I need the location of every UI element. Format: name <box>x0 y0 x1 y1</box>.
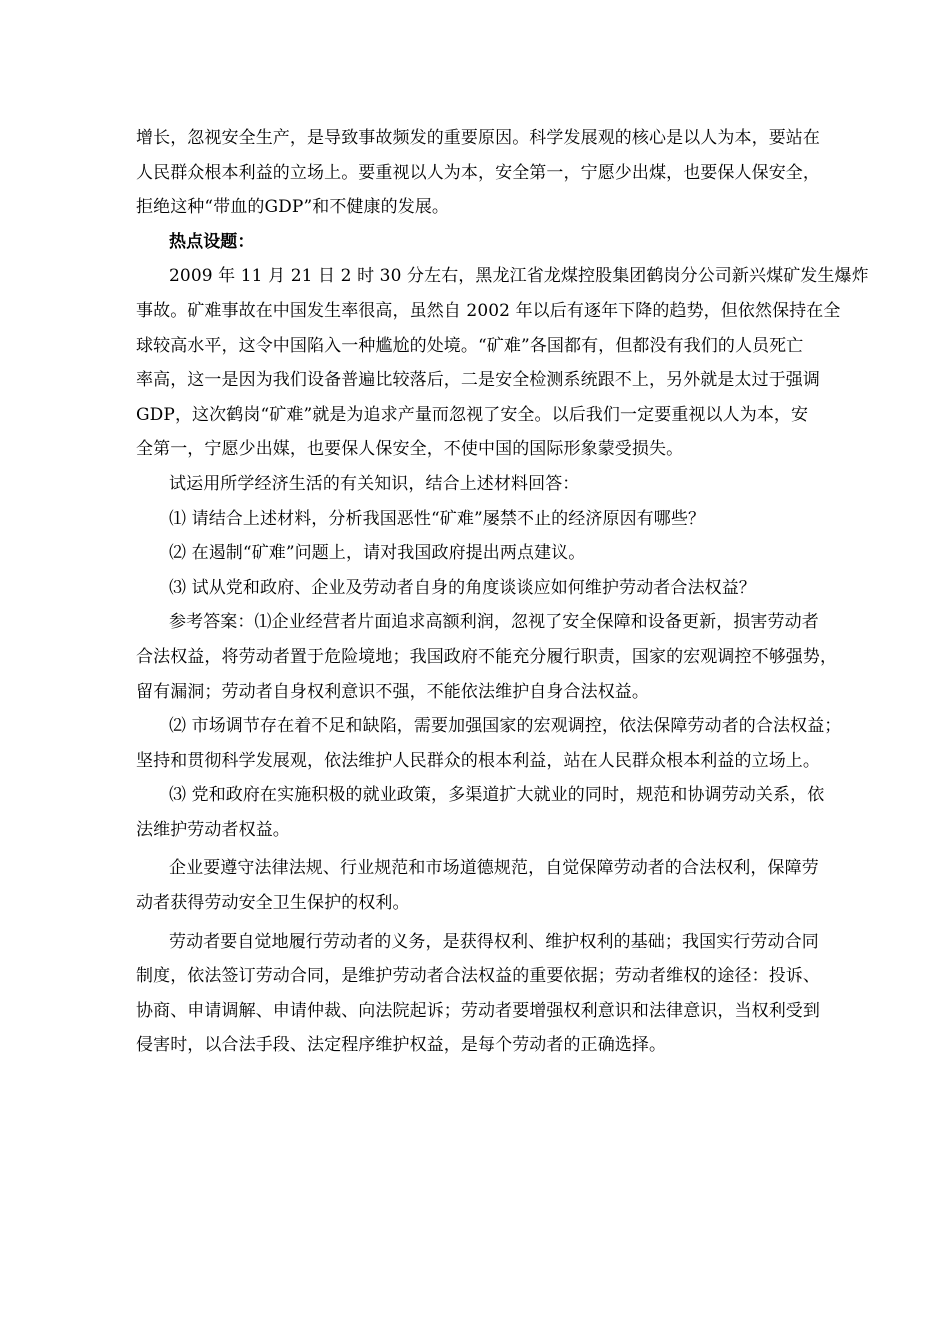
paragraph-line: GDP，这次鹤岗“矿难”就是为追求产量而忽视了安全。以后我们一定要重视以人为本，安 <box>136 404 809 425</box>
answer-line: 法维护劳动者权益。 <box>136 819 290 840</box>
question-prompt: 试运用所学经济生活的有关知识，结合上述材料回答： <box>169 473 580 494</box>
section-heading: 热点设题： <box>169 231 255 252</box>
answer-line: 参考答案：⑴企业经营者片面追求高额利润，忽视了安全保障和设备更新，损害劳动者 <box>169 612 819 633</box>
answer-line: 制度，依法签订劳动合同，是维护劳动者合法权益的重要依据；劳动者维权的途径：投诉、 <box>136 966 820 987</box>
paragraph-line: 球较高水平，这令中国陷入一种尴尬的处境。“矿难”各国都有，但都没有我们的人员死亡 <box>136 335 804 356</box>
answer-line: 侵害时，以合法手段、法定程序维护权益，是每个劳动者的正确选择。 <box>136 1035 667 1056</box>
answer-line: 企业要遵守法律法规、行业规范和市场道德规范，自觉保障劳动者的合法权利，保障劳 <box>169 858 819 879</box>
answer-line: ⑵ 市场调节存在着不足和缺陷，需要加强国家的宏观调控，依法保障劳动者的合法权益； <box>169 716 842 737</box>
answer-line: 劳动者要自觉地履行劳动者的义务，是获得权利、维护权利的基础；我国实行劳动合同 <box>169 931 819 952</box>
answer-line: ⑶ 党和政府在实施积极的就业政策，多渠道扩大就业的同时，规范和协调劳动关系，依 <box>169 785 825 806</box>
answer-line: 合法权益，将劳动者置于危险境地；我国政府不能充分履行职责，国家的宏观调控不够强势， <box>136 646 838 667</box>
paragraph-line: 增长，忽视安全生产，是导致事故频发的重要原因。科学发展观的核心是以人为本，要站在 <box>136 128 820 148</box>
question-item: ⑴ 请结合上述材料，分析我国恶性“矿难”屡禁不止的经济原因有哪些？ <box>169 508 706 529</box>
answer-line: 留有漏洞；劳动者自身权利意识不强，不能依法维护自身合法权益。 <box>136 681 649 702</box>
paragraph-line: 事故。矿难事故在中国发生率很高，虽然自 2002 年以后有逐年下降的趋势，但依然保持在全 <box>136 300 841 321</box>
paragraph-line: 2009 年 11 月 21 日 2 时 30 分左右，黑龙江省龙煤控股集团鹤岗分公司新兴煤矿发生爆炸 <box>169 266 869 287</box>
question-item: ⑶ 试从党和政府、企业及劳动者自身的角度谈谈应如何维护劳动者合法权益？ <box>169 577 756 598</box>
paragraph-line: 拒绝这种“带血的GDP”和不健康的发展。 <box>136 197 450 218</box>
paragraph-line: 率高，这一是因为我们设备普遍比较落后，二是安全检测系统跟不上，另外就是太过于强调 <box>136 370 820 391</box>
answer-line: 协商、申请调解、申请仲裁、向法院起诉；劳动者要增强权利意识和法律意识，当权利受到 <box>136 1000 820 1021</box>
answer-line: 动者获得劳动安全卫生保护的权利。 <box>136 893 410 914</box>
paragraph-line: 人民群众根本利益的立场上。要重视以人为本，安全第一，宁愿少出煤，也要保人保安全， <box>136 162 820 183</box>
document-body <box>136 121 869 1063</box>
paragraph-line: 全第一，宁愿少出媒，也要保人保安全，不使中国的国际形象蒙受损失。 <box>136 439 684 460</box>
answer-line: 坚持和贯彻科学发展观，依法维护人民群众的根本利益，站在人民群众根本利益的立场上。 <box>136 750 820 771</box>
question-item: ⑵ 在遏制“矿难”问题上，请对我国政府提出两点建议。 <box>169 543 586 564</box>
